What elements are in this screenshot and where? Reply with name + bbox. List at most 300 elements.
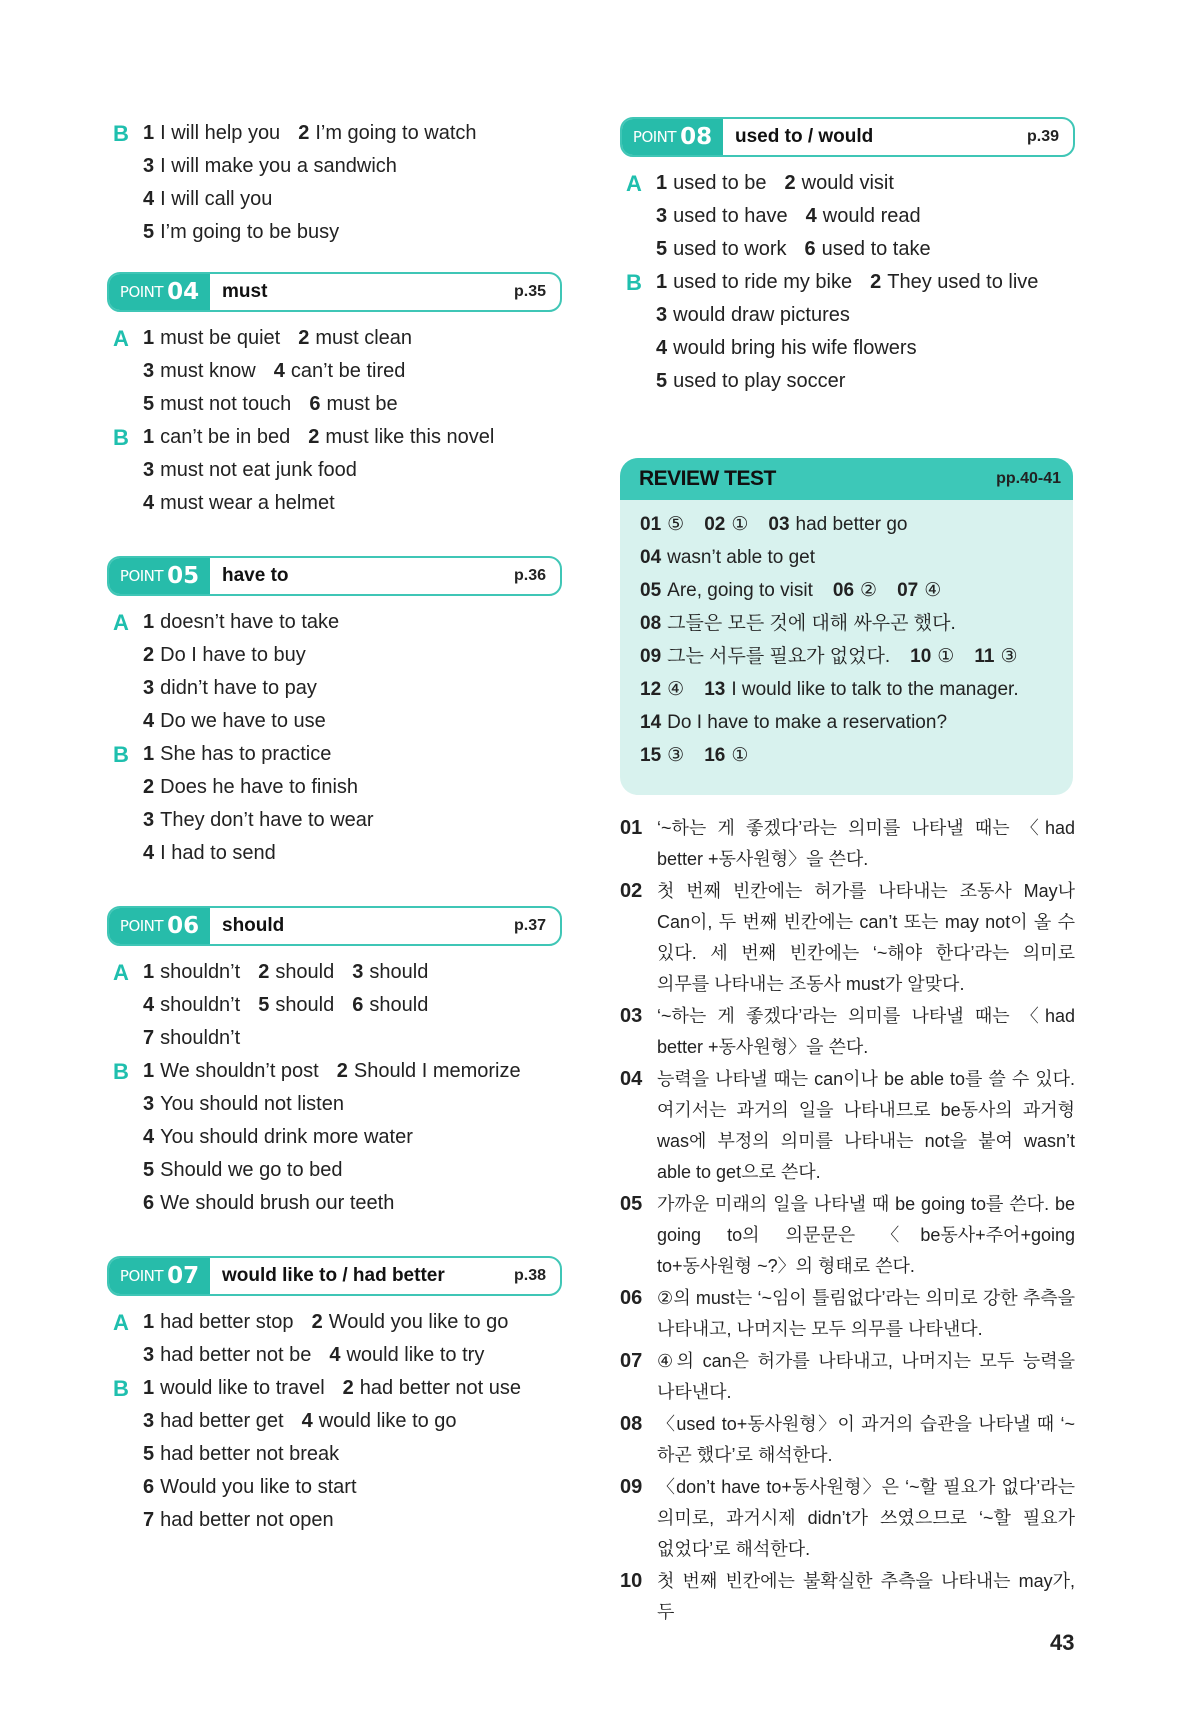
answer-text: must wear a helmet <box>160 492 335 514</box>
question-number: 05 <box>640 580 662 601</box>
answer-item <box>143 1504 334 1537</box>
answer-text: had better get <box>160 1410 284 1432</box>
review-answer-line <box>640 739 1073 772</box>
answer-text: Should we go to bed <box>160 1159 343 1181</box>
review-answer-text: ④ <box>667 679 685 700</box>
answer-line <box>107 322 562 355</box>
answer-item <box>143 705 326 738</box>
point-answers <box>620 167 1075 398</box>
answer-line <box>107 705 562 738</box>
answer-text: should <box>275 994 335 1016</box>
section-letter: A <box>113 960 129 985</box>
answer-line <box>107 1055 562 1088</box>
answer-line <box>107 1187 562 1220</box>
explanation-item <box>620 1064 1075 1188</box>
review-answer-item <box>768 508 907 541</box>
answer-item <box>258 989 334 1022</box>
point-tag <box>622 119 723 155</box>
answer-item <box>143 322 280 355</box>
answer-item <box>143 1471 357 1504</box>
point-page-ref: p.39 <box>1026 128 1059 145</box>
question-number: 13 <box>704 679 726 700</box>
answer-text: Does he have to finish <box>160 776 359 798</box>
question-number: 15 <box>640 745 662 766</box>
explanation-text: ④의 can은 허가를 나타내고, 나머지는 모두 능력을 나타낸다. <box>657 1351 1075 1402</box>
point-tag <box>109 558 210 594</box>
answer-number: 5 <box>143 1159 155 1181</box>
answer-text: should <box>369 961 429 983</box>
answer-number: 4 <box>805 205 817 227</box>
answer-text: used to play soccer <box>673 370 846 392</box>
explanation-text: 능력을 나타낼 때는 can이나 be able to를 쓸 수 있다. 여기서는 과거의 일을 나타내므로 be동사의 과거형 was에 부정의 의미를 나타내는 not을 붙여 wasn’t able to get으로 쓴다. <box>657 1069 1075 1182</box>
answer-line <box>620 365 1075 398</box>
point-page-ref: p.37 <box>513 917 546 934</box>
answer-number: 4 <box>143 994 155 1016</box>
answer-number: 4 <box>143 492 155 514</box>
answer-text: shouldn’t <box>160 994 241 1016</box>
explanation-number: 02 <box>620 880 643 902</box>
question-number: 09 <box>640 646 662 667</box>
answer-number: 3 <box>143 459 155 481</box>
answer-text: doesn’t have to take <box>160 611 340 633</box>
review-answer-item <box>704 508 748 541</box>
answer-number: 2 <box>143 776 155 798</box>
answer-text: Would you like to go <box>328 1311 509 1333</box>
answer-text: I will help you <box>160 122 281 144</box>
section-letter: A <box>113 326 129 351</box>
answer-line <box>107 804 562 837</box>
review-answer-text: ① <box>937 646 955 667</box>
answer-text: shouldn’t <box>160 1027 241 1049</box>
explanation-text: 〈don’t have to+동사원형〉은 ‘~할 필요가 없다’라는 의미로, 과거시제 didn’t가 쓰였으므로 ‘~할 필요가 없었다’로 해석한다. <box>657 1477 1075 1559</box>
review-answer-item <box>640 706 947 739</box>
point-tag <box>109 1258 210 1294</box>
answer-number: 6 <box>143 1476 155 1498</box>
review-answer-text: ① <box>731 514 749 535</box>
answer-item <box>656 299 850 332</box>
explanation-text: 가까운 미래의 일을 나타낼 때 be going to를 쓴다. be going to의 의문문은 〈be동사+주어+going to+동사원형 ~?〉의 형태로 쓴다. <box>657 1194 1075 1276</box>
review-answer-item <box>640 541 815 574</box>
answer-number: 1 <box>143 1060 155 1082</box>
answer-text: I’m going to watch <box>315 122 477 144</box>
answer-text: Do we have to use <box>160 710 326 732</box>
answer-text: must not touch <box>160 393 292 415</box>
explanation-item <box>620 876 1075 1000</box>
explanation-item <box>620 1346 1075 1408</box>
question-number: 02 <box>704 514 726 535</box>
point-label: POINT <box>632 128 677 146</box>
point-label: POINT <box>119 1267 164 1285</box>
review-answer-item <box>974 640 1017 673</box>
point-tag <box>109 908 210 944</box>
answer-number: 5 <box>656 238 668 260</box>
answer-text: Should I memorize <box>353 1060 521 1082</box>
answer-number: 4 <box>143 188 155 210</box>
answer-item <box>352 989 428 1022</box>
question-number: 01 <box>640 514 662 535</box>
answer-item <box>143 738 331 771</box>
answer-item <box>312 1306 509 1339</box>
answer-number: 1 <box>143 327 155 349</box>
answer-line <box>620 332 1075 365</box>
answer-line <box>107 183 562 216</box>
point-number: 08 <box>680 124 713 150</box>
answer-item <box>143 216 339 249</box>
answer-item <box>143 804 374 837</box>
explanation-text: 첫 번째 빈칸에는 불확실한 추측을 나타내는 may가, 두 <box>657 1571 1075 1622</box>
review-answer-item <box>640 739 684 772</box>
review-answer-item <box>897 574 941 607</box>
question-number: 12 <box>640 679 662 700</box>
answer-number: 4 <box>656 337 668 359</box>
section-letter: A <box>113 610 129 635</box>
answer-line <box>620 233 1075 266</box>
explanation-text: ‘~하는 게 좋겠다’라는 의미를 나타낼 때는 〈had better +동사원형〉을 쓴다. <box>657 1006 1075 1057</box>
point-page-ref: p.38 <box>513 1267 546 1284</box>
answer-text: must be <box>326 393 398 415</box>
explanation-text: ‘~하는 게 좋겠다’라는 의미를 나타낼 때는 〈had better +동사원형〉을 쓴다. <box>657 818 1075 869</box>
answer-number: 5 <box>656 370 668 392</box>
answer-item <box>298 322 412 355</box>
review-answer-line <box>640 706 1073 739</box>
answer-line <box>107 1154 562 1187</box>
review-answer-text: I would like to talk to the manager. <box>731 679 1019 700</box>
review-test-answers <box>620 500 1073 772</box>
answer-number: 1 <box>143 611 155 633</box>
point-05 <box>107 556 562 870</box>
point-answers <box>107 606 562 870</box>
answer-number: 2 <box>311 1311 323 1333</box>
review-answer-line <box>640 607 1073 640</box>
answer-item <box>274 355 406 388</box>
section-letter: B <box>626 270 642 295</box>
answer-text: used to work <box>673 238 787 260</box>
review-answer-text: ① <box>731 745 749 766</box>
answer-item <box>143 639 306 672</box>
point-number: 05 <box>167 563 200 589</box>
point-06 <box>107 906 562 1220</box>
answer-item <box>143 1339 311 1372</box>
page-number: 43 <box>1050 1630 1075 1655</box>
answer-text: had better stop <box>160 1311 294 1333</box>
point-header <box>107 272 562 312</box>
answer-number: 1 <box>143 122 155 144</box>
answer-line <box>107 837 562 870</box>
answer-line <box>107 1306 562 1339</box>
answer-line <box>107 1438 562 1471</box>
answer-line <box>107 150 562 183</box>
answer-line <box>107 771 562 804</box>
explanation-number: 07 <box>620 1350 643 1372</box>
review-answer-text: had better go <box>795 514 908 535</box>
review-answer-line <box>640 541 1073 574</box>
answer-item <box>143 388 291 421</box>
answer-item <box>343 1372 521 1405</box>
answer-item <box>258 956 334 989</box>
answer-number: 3 <box>143 1344 155 1366</box>
answer-item <box>143 355 256 388</box>
answer-line <box>107 1339 562 1372</box>
answer-text: I’m going to be busy <box>160 221 340 243</box>
answer-number: 1 <box>143 426 155 448</box>
top-answer-block <box>107 117 562 249</box>
section-letter: B <box>113 425 129 450</box>
point-number: 07 <box>167 1263 200 1289</box>
answer-item <box>143 1306 294 1339</box>
answer-number: 3 <box>656 304 668 326</box>
answer-number: 4 <box>143 710 155 732</box>
answer-line <box>107 989 562 1022</box>
review-answer-line <box>640 673 1073 706</box>
point-header <box>620 117 1075 157</box>
answer-text: would like to go <box>318 1410 457 1432</box>
point-title: should <box>222 915 285 936</box>
point-answers <box>107 322 562 520</box>
review-answer-line <box>640 640 1073 673</box>
answer-number: 1 <box>656 172 668 194</box>
answer-text: must clean <box>315 327 413 349</box>
answer-number: 2 <box>143 644 155 666</box>
answer-item <box>785 167 894 200</box>
section-letter: B <box>113 1059 129 1084</box>
point-title: used to / would <box>735 126 874 147</box>
answer-text: I had to send <box>160 842 276 864</box>
answer-text: used to have <box>673 205 788 227</box>
answer-text: should <box>275 961 335 983</box>
answer-line <box>107 1372 562 1405</box>
review-answer-text: ④ <box>924 580 942 601</box>
answer-text: didn’t have to pay <box>160 677 317 699</box>
answer-item <box>329 1339 484 1372</box>
review-answer-text: ② <box>860 580 878 601</box>
explanation-number: 10 <box>620 1570 643 1592</box>
point-header <box>107 556 562 596</box>
review-answer-text: Do I have to make a reservation? <box>667 712 948 733</box>
answer-number: 1 <box>143 1377 155 1399</box>
answer-text: must be quiet <box>160 327 281 349</box>
answer-item <box>806 200 921 233</box>
answer-number: 3 <box>143 360 155 382</box>
answer-number: 5 <box>143 221 155 243</box>
answer-item <box>302 1405 457 1438</box>
explanation-number: 04 <box>620 1068 643 1090</box>
answer-item <box>870 266 1038 299</box>
answer-line <box>107 487 562 520</box>
answer-number: 1 <box>143 961 155 983</box>
answer-number: 2 <box>870 271 882 293</box>
answer-number: 2 <box>258 961 270 983</box>
point-number: 04 <box>167 279 200 305</box>
answer-number: 6 <box>309 393 321 415</box>
answer-text: must like this novel <box>325 426 495 448</box>
question-number: 10 <box>910 646 932 667</box>
explanation-number: 03 <box>620 1005 643 1027</box>
answer-number: 6 <box>804 238 816 260</box>
answer-number: 4 <box>273 360 285 382</box>
answer-number: 4 <box>143 1126 155 1148</box>
answer-item <box>143 1405 284 1438</box>
point-title: must <box>222 281 268 302</box>
answer-text: would like to try <box>346 1344 485 1366</box>
point-tag <box>109 274 210 310</box>
explanation-item <box>620 1001 1075 1063</box>
review-answer-item <box>640 508 684 541</box>
answer-text: You should not listen <box>160 1093 344 1115</box>
answer-text: used to be <box>673 172 767 194</box>
point-label: POINT <box>119 567 164 585</box>
explanation-item <box>620 813 1075 875</box>
question-number: 07 <box>897 580 919 601</box>
question-number: 03 <box>768 514 790 535</box>
answer-number: 3 <box>143 155 155 177</box>
answer-item <box>143 421 290 454</box>
review-answer-item <box>704 739 748 772</box>
answer-item <box>143 771 358 804</box>
answer-item <box>143 837 276 870</box>
answer-line <box>107 388 562 421</box>
review-answer-item <box>640 673 684 706</box>
review-test-header <box>620 458 1073 500</box>
answer-line <box>107 117 562 150</box>
answer-item <box>143 1088 344 1121</box>
point-page-ref: p.36 <box>513 567 546 584</box>
answer-item <box>656 233 787 266</box>
answer-line <box>107 639 562 672</box>
answer-item <box>143 117 280 150</box>
review-answer-item <box>833 574 877 607</box>
review-answer-line <box>640 574 1073 607</box>
answer-text: We should brush our teeth <box>160 1192 395 1214</box>
answer-item <box>143 606 339 639</box>
answer-text: can’t be in bed <box>160 426 291 448</box>
answer-number: 1 <box>656 271 668 293</box>
review-test-box <box>620 458 1073 795</box>
review-answer-item <box>704 673 1018 706</box>
answer-line <box>107 956 562 989</box>
explanation-text: 〈used to+동사원형〉이 과거의 습관을 나타낼 때 ‘~하곤 했다’로 해석한다. <box>657 1414 1075 1465</box>
answer-text: They used to live <box>887 271 1039 293</box>
answer-number: 4 <box>143 842 155 864</box>
answer-text: Would you like to start <box>160 1476 357 1498</box>
answer-text: had better not use <box>359 1377 522 1399</box>
answer-line <box>107 1022 562 1055</box>
answer-item <box>656 200 788 233</box>
answer-line <box>620 299 1075 332</box>
answer-number: 5 <box>143 1443 155 1465</box>
answer-line <box>107 355 562 388</box>
answer-item <box>805 233 931 266</box>
answer-item <box>143 487 335 520</box>
question-number: 14 <box>640 712 662 733</box>
point-title: have to <box>222 565 289 586</box>
point-page-ref: p.35 <box>513 283 546 300</box>
answer-text: She has to practice <box>160 743 332 765</box>
answer-line <box>107 454 562 487</box>
review-answer-item <box>640 640 890 673</box>
answer-line <box>107 1504 562 1537</box>
answer-line <box>107 1471 562 1504</box>
answer-item <box>656 266 852 299</box>
answer-line <box>620 266 1075 299</box>
answer-number: 2 <box>342 1377 354 1399</box>
answer-number: 2 <box>336 1060 348 1082</box>
answer-number: 4 <box>301 1410 313 1432</box>
answer-item <box>143 150 397 183</box>
explanation-item <box>620 1189 1075 1282</box>
answer-line <box>107 606 562 639</box>
point-label: POINT <box>119 283 164 301</box>
review-answer-text: wasn’t able to get <box>667 547 816 568</box>
point-answers <box>107 956 562 1220</box>
review-test-title: REVIEW TEST <box>639 467 776 490</box>
answer-item <box>143 989 240 1022</box>
answer-number: 7 <box>143 1027 155 1049</box>
answer-line <box>107 1405 562 1438</box>
answer-number: 3 <box>143 677 155 699</box>
answer-number: 3 <box>656 205 668 227</box>
answer-line <box>620 200 1075 233</box>
answer-line <box>107 738 562 771</box>
answer-text: must not eat junk food <box>160 459 357 481</box>
review-answer-item <box>640 574 813 607</box>
answer-item <box>143 183 272 216</box>
answer-item <box>656 332 917 365</box>
answer-text: I will make you a sandwich <box>160 155 397 177</box>
answer-text: Do I have to buy <box>160 644 306 666</box>
answer-item <box>143 956 240 989</box>
answer-line <box>107 1121 562 1154</box>
answer-number: 6 <box>143 1192 155 1214</box>
answer-number: 2 <box>298 122 310 144</box>
review-answer-text: ③ <box>667 745 685 766</box>
review-answer-text: 그는 서두를 필요가 없었다. <box>667 646 891 667</box>
point-08 <box>620 117 1075 398</box>
explanation-item <box>620 1472 1075 1565</box>
answer-text: shouldn’t <box>160 961 241 983</box>
answer-number: 2 <box>298 327 310 349</box>
review-answer-line <box>640 508 1073 541</box>
answer-number: 7 <box>143 1509 155 1531</box>
answer-text: would bring his wife flowers <box>673 337 917 359</box>
review-answer-item <box>910 640 954 673</box>
explanations-list <box>620 813 1075 1629</box>
answer-text: had better not open <box>160 1509 334 1531</box>
answer-line <box>107 1088 562 1121</box>
answer-item <box>309 388 397 421</box>
answer-text: would like to travel <box>160 1377 325 1399</box>
explanation-text: 첫 번째 빈칸에는 허가를 나타내는 조동사 May나 Can이, 두 번째 빈칸에는 can’t 또는 may not이 올 수 있다. 세 번째 빈칸에는 ‘~해야 한다’라는 의미로 의무를 나타내는 조동사 must가 알맞다. <box>657 881 1075 994</box>
answer-text: They don’t have to wear <box>160 809 374 831</box>
answer-number: 3 <box>352 961 364 983</box>
answer-item <box>337 1055 521 1088</box>
answer-item <box>143 1154 343 1187</box>
answer-number: 6 <box>352 994 364 1016</box>
answer-item <box>352 956 428 989</box>
answer-line <box>107 421 562 454</box>
point-number: 06 <box>167 913 200 939</box>
explanation-item <box>620 1566 1075 1628</box>
question-number: 16 <box>704 745 726 766</box>
answer-text: used to take <box>821 238 931 260</box>
answer-text: We shouldn’t post <box>160 1060 319 1082</box>
answer-item <box>298 117 476 150</box>
answer-text: would read <box>822 205 921 227</box>
answer-number: 3 <box>143 1410 155 1432</box>
answer-number: 2 <box>784 172 796 194</box>
explanation-item <box>620 1409 1075 1471</box>
explanation-number: 05 <box>620 1193 643 1215</box>
answer-text: can’t be tired <box>290 360 406 382</box>
